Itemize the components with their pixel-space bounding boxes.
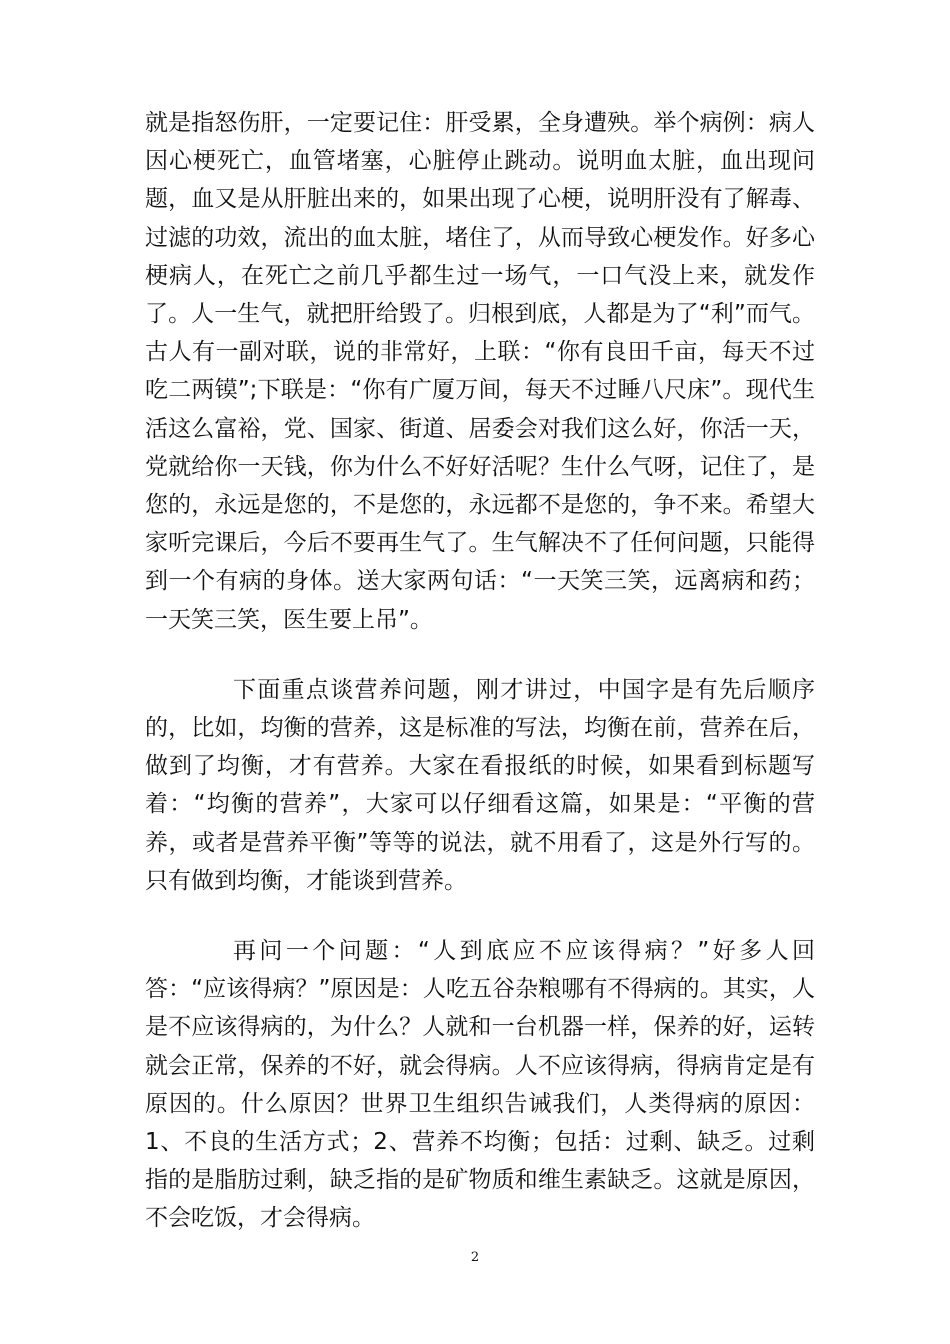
paragraph-illness-causes: 再问一个问题：“人到底应不应该得病？”好多人回答：“应该得病？”原因是：人吃五谷杂粮哪有不得病的。其实，人是不应该得病的，为什么？人就和一台机器一样，保养的好，运转就会正常，保养的不好，就会得病。人不应该得病，得病肯定是有原因的。什么原因？世界卫生组织告诫我们，人类得病的原因：1、不良的生活方式；2、营养不均衡；包括：过剩、缺乏。过剩指的是脂肪过剩，缺乏指的是矿物质和维生素缺乏。这就是原因，不会吃饭，才会得病。 — [145, 938, 815, 1232]
body-text — [145, 104, 815, 1238]
paragraph-gap — [145, 900, 815, 932]
paragraph-anger-liver: 就是指怒伤肝，一定要记住：肝受累，全身遭殃。举个病例：病人因心梗死亡，血管堵塞，心脏停止跳动。说明血太脏，血出现问题，血又是从肝脏出来的，如果出现了心梗，说明肝没有了解毒、过滤的功效，流出的血太脏，堵住了，从而导致心梗发作。好多心梗病人，在死亡之前几乎都生过一场气，一口气没上来，就发作了。人一生气，就把肝给毁了。归根到底，人都是为了“利”而气。古人有一副对联，说的非常好，上联：“你有良田千亩，每天不过吃二两镆”;下联是：“你有广厦万间，每天不过睡八尺床”。现代生活这么富裕，党、国家、街道、居委会对我们这么好，你活一天，党就给你一天钱，你为什么不好好活呢？生什么气呀，记住了，是您的，永远是您的，不是您的，永远都不是您的，争不来。希望大家听完课后，今后不要再生气了。生气解决不了任何问题，只能得到一个有病的身体。送大家两句话：“一天笑三笑，远离病和药；一天笑三笑，医生要上吊”。 — [145, 110, 815, 633]
page-number: 2 — [470, 1250, 480, 1265]
paragraph-gap — [145, 639, 815, 671]
paragraph-nutrition: 下面重点谈营养问题，刚才讲过，中国字是有先后顺序的，比如，均衡的营养，这是标准的写法，均衡在前，营养在后，做到了均衡，才有营养。大家在看报纸的时候，如果看到标题写着：“均衡的营养”，大家可以仔细看这篇，如果是：“平衡的营养，或者是营养平衡”等等的说法，就不用看了，这是外行写的。只有做到均衡，才能谈到营养。 — [145, 676, 815, 894]
